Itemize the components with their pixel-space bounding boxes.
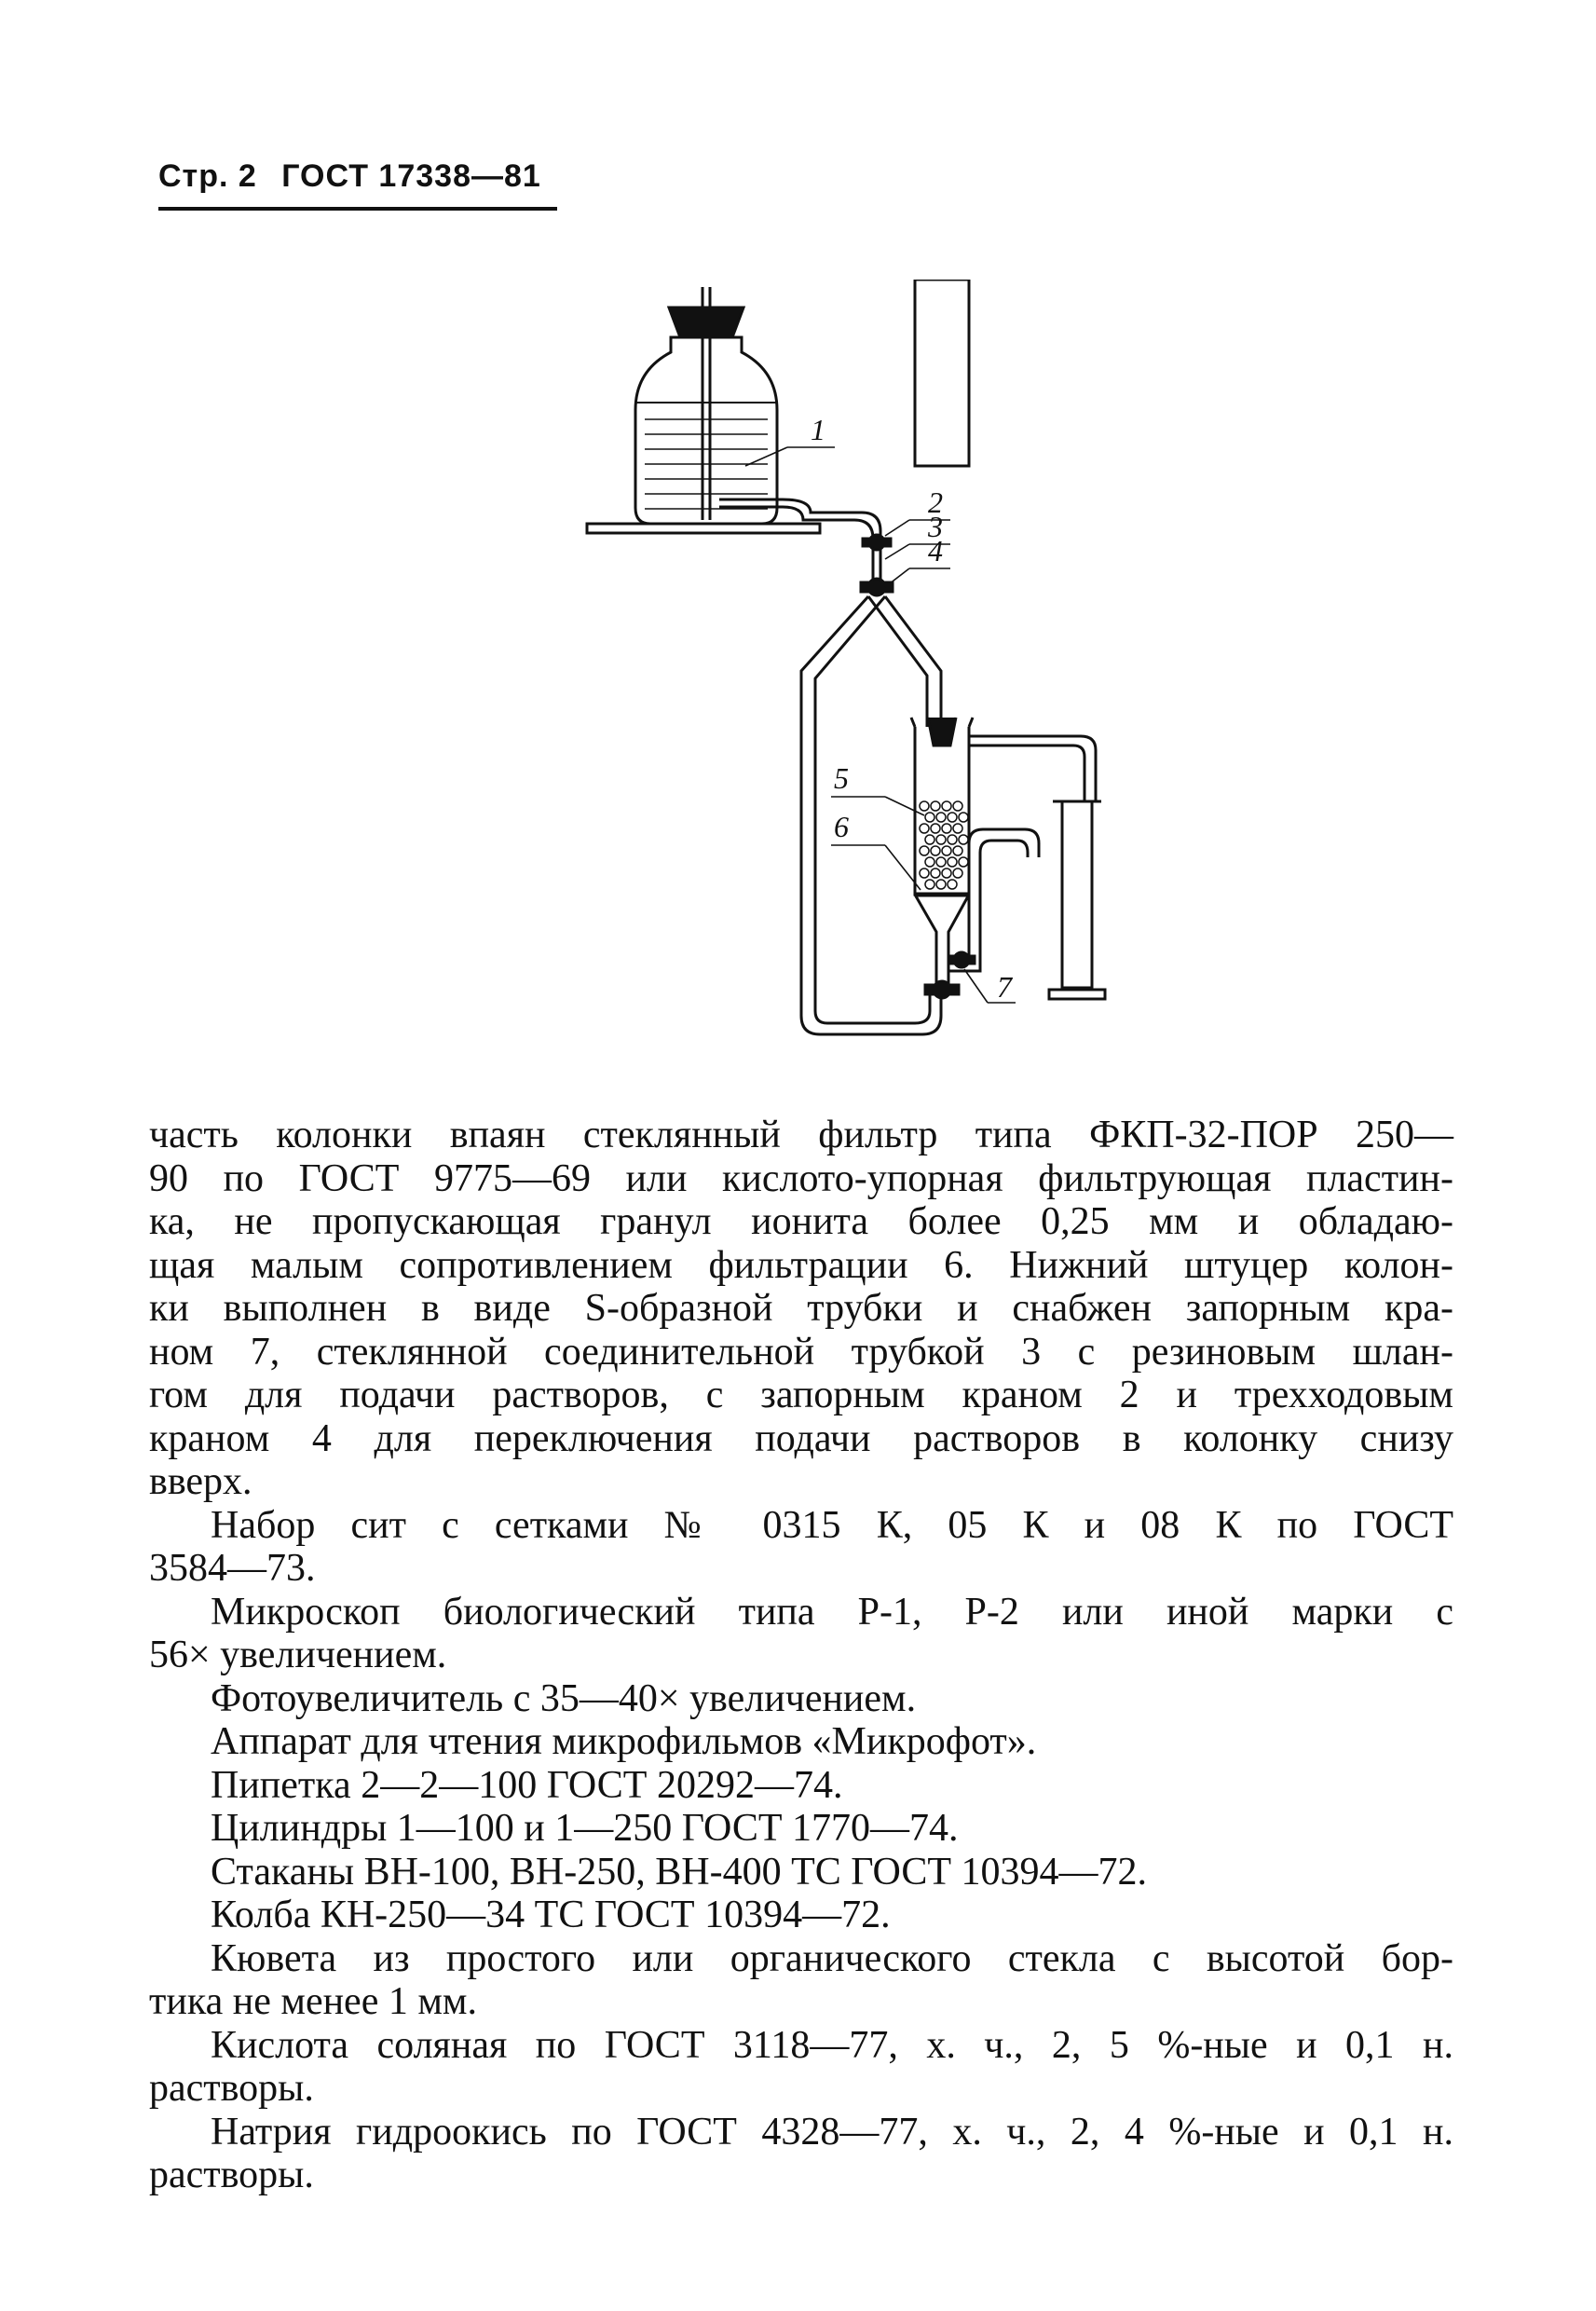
reservoir-bottle [635,337,777,524]
text-line: растворы. [149,2067,314,2110]
text-line: Натрия гидроокись по ГОСТ 4328—77, х. ч., 2, 4 %-ные и 0,1 н. [211,2110,1453,2154]
body-text [149,1114,1453,2197]
text-line: тика не менее 1 мм. [149,1980,477,2023]
text-line: Кювета из простого или органического стекла с высотой бор- [211,1936,1453,1980]
text-line: 56× увеличением. [149,1634,447,1676]
valve-2 [863,535,891,550]
text-line: щая малым сопротивлением фильтрации 6. Нижний штуцер колон- [149,1243,1453,1287]
label-7: 7 [997,970,1012,1004]
text-line: 3584—73. [149,1547,316,1590]
paragraph-microscope [149,1591,1453,1677]
label-1: 1 [811,413,825,446]
paragraph-enlarger: Фотоувеличитель с 35—40× увеличением. [211,1676,917,1720]
measuring-cylinder [1062,801,1092,988]
text-line: ном 7, стеклянной соединительной трубкой 3 с резиновым шлан- [149,1330,1453,1374]
paragraph-pipette: Пипетка 2—2—100 ГОСТ 20292—74. [211,1763,843,1807]
valve-7 [925,981,959,998]
apparatus-figure [559,280,1174,1100]
label-2: 2 [928,485,943,519]
label-5: 5 [834,761,849,795]
page-header [158,158,556,195]
label-4: 4 [928,534,943,567]
text-line: Кислота соляная по ГОСТ 3118—77, х. ч., 2, 5 %-ные и 0,1 н. [211,2023,1453,2067]
text-line: гом для подачи растворов, с запорным краном 2 и трехходовым [149,1374,1453,1416]
bottle-stopper [669,308,743,337]
apparatus-diagram [559,280,1174,1100]
label-3: 3 [928,510,943,543]
text-line: ка, не пропускающая гранул ионита более 0,25 мм и обладаю- [149,1200,1453,1243]
paragraph-hydrochloric-acid [149,2024,1453,2111]
text-line: часть колонки впаян стеклянный фильтр типа ФКП-32-ПОР 250— [149,1114,1453,1156]
text-line: Набор сит с сетками № 0315 К, 05 К и 08 К по ГОСТ [211,1503,1453,1547]
document-code: ГОСТ 17338—81 [281,158,541,194]
outer-tube [801,596,941,1034]
paragraph-flask: Колба КН-250—34 ТС ГОСТ 10394—72. [211,1894,891,1936]
text-line: растворы. [149,2154,314,2196]
text-line: краном 4 для переключения подачи растворов в колонку снизу [149,1416,1453,1460]
page-number: Стр. 2 [158,158,257,194]
ion-exchange-column [915,280,969,466]
three-way-valve-4 [861,579,893,595]
paragraph-sieves [149,1504,1453,1591]
text-line: Микроскоп биологический типа Р-1, Р-2 или иной марки с [211,1590,1453,1634]
paragraph-beakers: Стаканы ВН-100, ВН-250, ВН-400 ТС ГОСТ 10394—72. [211,1850,1147,1894]
text-line: ки выполнен в виде S-образной трубки и снабжен запорным кра- [149,1287,1453,1330]
label-6: 6 [834,810,849,843]
paragraph-cuvette [149,1937,1453,2024]
text-line: 90 по ГОСТ 9775—69 или кислото-упорная фильтрующая пластин- [149,1156,1453,1200]
paragraph-cylinders: Цилиндры 1—100 и 1—250 ГОСТ 1770—74. [211,1807,959,1850]
resin-granules [920,801,968,889]
paragraph-microfilm-reader: Аппарат для чтения микрофильмов «Микрофот». [211,1720,1037,1763]
header-rule [158,207,557,211]
paragraph-filter-description [149,1114,1453,1504]
text-line: вверх. [149,1460,252,1503]
paragraph-sodium-hydroxide [149,2111,1453,2197]
drain-valve [950,952,975,967]
